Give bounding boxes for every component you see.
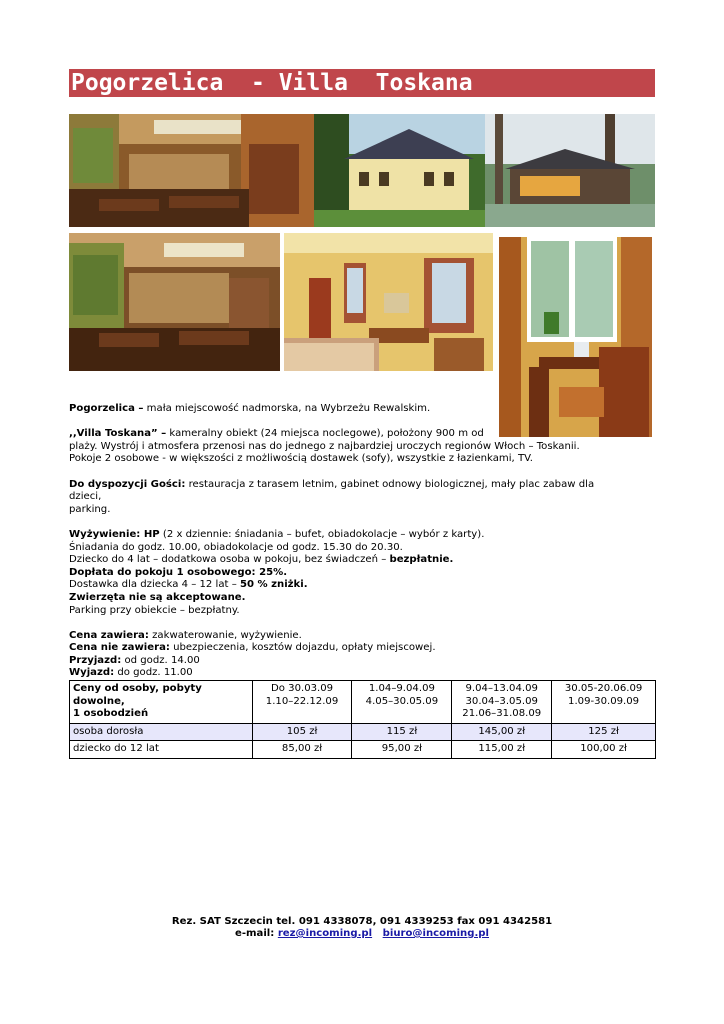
bedroom-photo (284, 233, 493, 371)
villa-exterior-photo (314, 114, 485, 227)
table-row (70, 723, 656, 741)
table-row (70, 741, 656, 759)
villa-line-3: Pokoje 2 osobowe - w większości z możliwością dostawek (sofy), wszystkie z łazienkami, TV. (69, 453, 533, 465)
extra-bed-bold: 50 % zniżki. (239, 579, 308, 591)
email-link-biuro[interactable]: biuro@incoming.pl (382, 928, 489, 939)
arrival-text: od godz. 14.00 (121, 654, 200, 666)
price-includes-label: Cena zawiera: (69, 629, 149, 641)
villa-line-2: plaży. Wystrój i atmosfera przenosi nas do jednego z najbardziej uroczych regionów Włoch – Toskanii. (69, 440, 580, 452)
season-1-line-2: 1.10–22.12.09 (265, 695, 339, 707)
price-cell: 115 zł (352, 723, 452, 741)
price-excludes-text: ubezpieczenia, kosztów dojazdu, opłaty miejscowej. (169, 642, 436, 654)
departure-label: Wyjazd: (69, 667, 115, 679)
intro-place-label: Pogorzelica – (69, 403, 144, 414)
arrival (69, 655, 629, 668)
page-title: Pogorzelica - Villa Toskana (71, 70, 473, 96)
villa-evening-photo (485, 114, 655, 227)
departure (69, 667, 629, 680)
villa-name: ,,Villa Toskana” – (69, 428, 167, 440)
row-label: osoba dorosła (70, 723, 253, 741)
child-policy (69, 554, 629, 567)
email-label: e-mail: (234, 928, 278, 939)
season-column-header (552, 681, 656, 724)
intro-place-text: mała miejscowość nadmorska, na Wybrzeżu Rewalskim. (143, 403, 431, 414)
dining-room-photo (69, 233, 280, 371)
season-2-line-2: 4.05–30.05.09 (365, 695, 439, 707)
child-policy-bold: bezpłatnie. (389, 554, 454, 566)
pets-policy: Zwierzęta nie są akceptowane. (69, 591, 246, 603)
season-4-line-2: 1.09-30.09.09 (568, 695, 640, 707)
price-cell: 125 zł (552, 723, 656, 741)
child-policy-text: Dziecko do 4 lat – dodatkowa osoba w pokoju, bez świadczeń – (69, 554, 390, 566)
price-table (69, 680, 656, 759)
guests-label: Do dyspozycji Gości: (69, 478, 186, 490)
guests-text-2: parking. (69, 503, 111, 515)
title-bar (69, 69, 655, 97)
price-table-header-label (70, 681, 253, 724)
season-column-header (452, 681, 552, 724)
meals-hours: Śniadania do godz. 10.00, obiadokolacje od godz. 15.30 do 20.30. (69, 541, 403, 553)
meals-label: Wyżywienie: HP (69, 528, 160, 540)
season-3-line-3: 21.06–31.08.09 (462, 708, 542, 720)
season-1-line-1: Do 30.03.09 (270, 683, 334, 694)
arrival-label: Przyjazd: (69, 654, 122, 666)
row-label: dziecko do 12 lat (70, 741, 253, 759)
season-3-line-2: 30.04–3.05.09 (465, 695, 538, 707)
footer-contact: Rez. SAT Szczecin tel. 091 4338078, 091 4339253 fax 091 4342581 (171, 916, 553, 927)
parking-info: Parking przy obiekcie – bezpłatny. (69, 604, 240, 616)
price-includes (69, 630, 629, 643)
email-link-rez[interactable]: rez@incoming.pl (277, 928, 373, 939)
season-4-line-1: 30.05-20.06.09 (564, 683, 643, 694)
villa-paragraph (69, 428, 629, 441)
price-cell: 115,00 zł (452, 741, 552, 759)
extra-bed-text: Dostawka dla dziecka 4 – 12 lat – (69, 579, 240, 591)
price-includes-text: zakwaterowanie, wyżywienie. (148, 629, 302, 641)
villa-line-1: kameralny obiekt (24 miejsca noclegowe), położony 900 m od (166, 428, 484, 440)
intro-paragraph (69, 403, 629, 416)
price-excludes-label: Cena nie zawiera: (69, 642, 170, 654)
footer-email (0, 928, 724, 941)
price-cell: 105 zł (252, 723, 352, 741)
season-column-header (252, 681, 352, 724)
season-column-header (352, 681, 452, 724)
price-cell: 100,00 zł (552, 741, 656, 759)
header-label-line-1: Ceny od osoby, pobyty dowolne, (73, 683, 202, 707)
price-table-header (70, 681, 656, 724)
guests-text: restauracja z tarasem letnim, gabinet odnowy biologicznej, mały plac zabaw dla dzieci, (69, 478, 595, 503)
description (69, 403, 629, 680)
season-2-line-1: 1.04–9.04.09 (368, 683, 435, 694)
season-3-line-1: 9.04–13.04.09 (465, 683, 538, 694)
meals-paragraph (69, 529, 629, 542)
extra-bed (69, 579, 629, 592)
header-label-line-2: 1 osobodzień (73, 708, 149, 720)
departure-text: do godz. 11.00 (114, 667, 193, 679)
price-cell: 145,00 zł (452, 723, 552, 741)
price-excludes (69, 642, 629, 655)
guests-paragraph (69, 479, 629, 504)
restaurant-interior-photo (69, 114, 314, 227)
price-cell: 95,00 zł (352, 741, 452, 759)
meals-text: (2 x dziennie: śniadania – bufet, obiadokolacje – wybór z karty). (159, 528, 485, 540)
price-cell: 85,00 zł (252, 741, 352, 759)
single-supplement: Dopłata do pokoju 1 osobowego: 25%. (69, 566, 288, 578)
